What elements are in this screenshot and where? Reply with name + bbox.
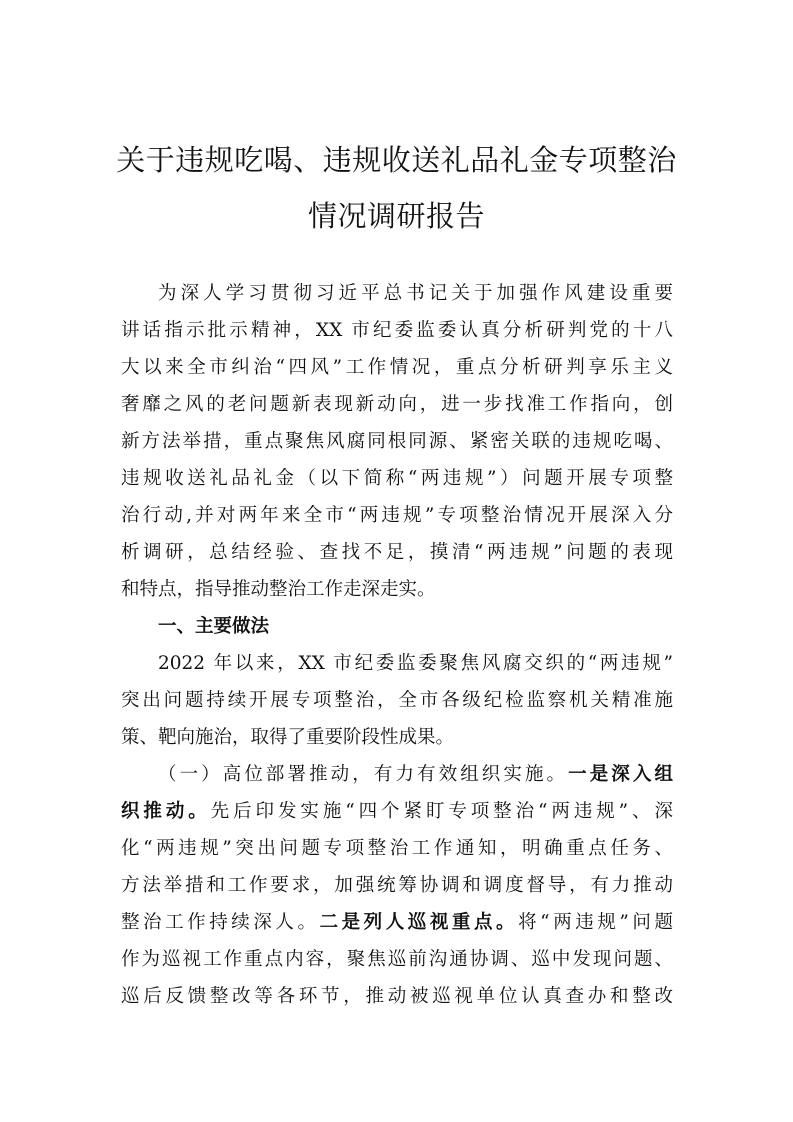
document-title-line-1: 关于违规吃喝、违规收送礼品礼金专项整治 — [116, 143, 677, 177]
paragraph-3-line: 方法举措和工作要求，加强统筹协调和调度督导，有力推动 — [121, 875, 673, 896]
paragraph-2-line: 策、靶向施治，取得了重要阶段性成果。 — [121, 727, 455, 748]
subsection-title: （一）高位部署推动，有力有效组织实施。 — [158, 764, 569, 785]
paragraph-3-line: 巡后反馈整改等各环节，推动被巡视单位认真查办和整改 — [121, 986, 673, 1007]
paragraph-1-line: 新方法举措，重点聚焦风腐同根同源、紧密关联的违规吃喝、 — [121, 431, 673, 452]
bold-point: 二是列人巡视重点。 — [319, 912, 519, 933]
paragraph-1-line: 大以来全市纠治“四风”工作情况，重点分析研判享乐主义 — [121, 357, 673, 378]
paragraph-1-line: 为深人学习贯彻习近平总书记关于加强作风建设重要 — [158, 283, 673, 304]
paragraph-text: 先后印发实施“四个紧盯专项整治“两违规”、深 — [210, 801, 673, 822]
paragraph-1-line: 析调研，总结经验、查找不足，摸清“两违规”问题的表现 — [121, 542, 673, 563]
paragraph-text: 将“两违规”问题 — [518, 912, 673, 933]
bold-point: 织推动。 — [121, 801, 211, 822]
paragraph-3-line: 作为巡视工作重点内容，聚焦巡前沟通协调、巡中发现问题、 — [121, 949, 673, 970]
paragraph-2-line: 突出问题持续开展专项整治，全市各级纪检监察机关精准施 — [121, 690, 673, 711]
paragraph-1-line: 讲话指示批示精神，XX 市纪委监委认真分析研判党的十八 — [121, 320, 673, 341]
bold-point: 一是深入组 — [568, 764, 673, 785]
paragraph-3-line — [121, 904, 673, 941]
paragraph-3-line — [121, 756, 673, 793]
paragraph-1-line: 违规收送礼品礼金（以下简称“两违规”）问题开展专项整 — [121, 468, 673, 489]
paragraph-2-line: 2022 年以来，XX 市纪委监委聚焦风腐交织的“两违规” — [158, 653, 673, 674]
paragraph-1-line: 治行动,并对两年来全市“两违规”专项整治情况开展深入分 — [121, 505, 673, 526]
document-title-line-2: 情况调研报告 — [307, 199, 485, 233]
document-body — [121, 275, 673, 1015]
paragraph-3-line: 化“两违规”突出问题专项整治工作通知，明确重点任务、 — [121, 838, 673, 859]
paragraph-text: 整治工作持续深人。 — [121, 912, 320, 933]
paragraph-1-line: 奢靡之风的老问题新表现新动向，进一步找准工作指向，创 — [121, 394, 673, 415]
paragraph-1-line: 和特点，指导推动整治工作走深走实。 — [121, 579, 436, 600]
section-heading: 一、主要做法 — [158, 616, 270, 637]
paragraph-3-line — [121, 793, 673, 830]
